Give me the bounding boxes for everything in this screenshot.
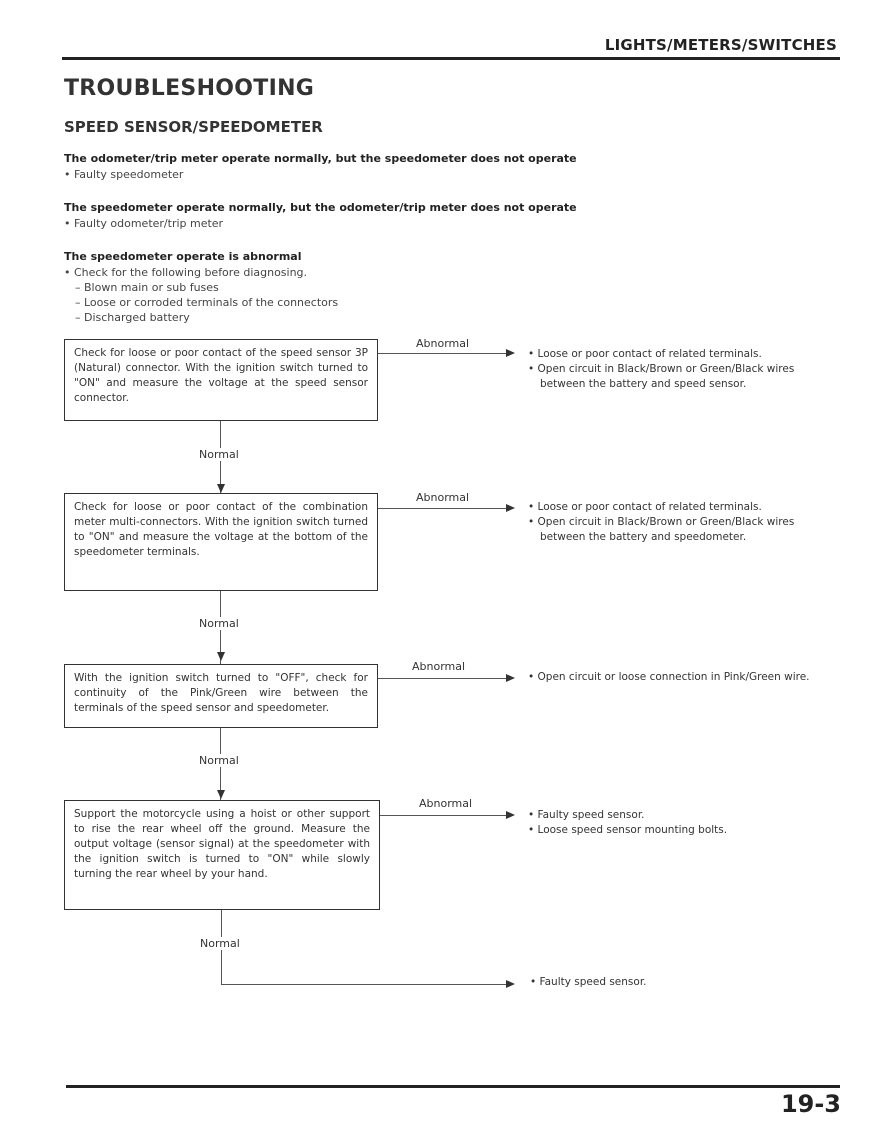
footer-rule — [66, 1085, 840, 1088]
symptom-item: • Faulty speedometer — [64, 168, 184, 181]
flow-step-4: Support the motorcycle using a hoist or other support to rise the rear wheel off the ground. Measure the output voltage (sensor signal) at the speedometer with the ignition switch is turned to "ON" while slowly turning the rear wheel by your hand. — [64, 800, 380, 910]
arrow-down-icon — [217, 652, 225, 661]
symptom-2 — [64, 201, 577, 232]
page-number: 19-3 — [780, 1090, 841, 1118]
header-rule — [62, 57, 840, 60]
abnormal-connector-3 — [378, 678, 508, 679]
arrow-right-icon — [506, 349, 515, 357]
result-item: • Open circuit in Black/Brown or Green/Black wires between the battery and speedometer. — [528, 516, 795, 543]
symptom-subitem: – Discharged battery — [75, 311, 190, 324]
flow-step-1: Check for loose or poor contact of the speed sensor 3P (Natural) connector. With the ignition switch turned to "ON" and measure the voltage at the speed sensor connector. — [64, 339, 378, 421]
result-item: • Faulty speed sensor. — [528, 809, 645, 821]
result-item: • Open circuit or loose connection in Pink/Green wire. — [528, 671, 810, 683]
flow-step-2: Check for loose or poor contact of the combination meter multi-connectors. With the ignition switch turned to "ON" and measure the voltage at the bottom of the speedometer terminals. — [64, 493, 378, 591]
result-3 — [528, 670, 828, 685]
normal-label-4: Normal — [200, 937, 240, 950]
arrow-down-icon — [217, 484, 225, 493]
arrow-right-icon — [506, 811, 515, 819]
abnormal-connector-1 — [378, 353, 508, 354]
result-2 — [528, 500, 828, 545]
normal-label-3: Normal — [199, 754, 239, 767]
arrow-right-icon — [506, 504, 515, 512]
symptom-subitem: – Blown main or sub fuses — [75, 281, 219, 294]
arrow-down-icon — [217, 790, 225, 799]
result-item: • Open circuit in Black/Brown or Green/Black wires between the battery and speed sensor. — [528, 363, 795, 390]
symptom-3 — [64, 250, 338, 326]
symptom-subitem: – Loose or corroded terminals of the connectors — [75, 296, 339, 309]
abnormal-connector-4 — [380, 815, 508, 816]
symptom-heading: The speedometer operate is abnormal — [64, 250, 302, 263]
result-4 — [528, 808, 828, 838]
normal-label-1: Normal — [199, 448, 239, 461]
symptom-item: • Check for the following before diagnosing. — [64, 266, 308, 279]
result-1 — [528, 347, 828, 392]
symptom-heading: The odometer/trip meter operate normally, but the speedometer does not operate — [64, 152, 577, 165]
normal-label-2: Normal — [199, 617, 239, 630]
arrow-right-icon — [506, 674, 515, 682]
symptom-item: • Faulty odometer/trip meter — [64, 217, 224, 230]
abnormal-label-2: Abnormal — [416, 491, 470, 504]
result-item: • Loose speed sensor mounting bolts. — [528, 824, 728, 836]
abnormal-label-3: Abnormal — [412, 660, 466, 673]
result-item: • Faulty speed sensor. — [530, 976, 647, 988]
symptom-heading: The speedometer operate normally, but the odometer/trip meter does not operate — [64, 201, 577, 214]
section-title: SPEED SENSOR/SPEEDOMETER — [64, 118, 323, 136]
header-section-title: LIGHTS/METERS/SWITCHES — [604, 36, 837, 54]
abnormal-connector-2 — [378, 508, 508, 509]
result-item: • Loose or poor contact of related terminals. — [528, 348, 762, 360]
symptom-1 — [64, 152, 577, 183]
result-item: • Loose or poor contact of related terminals. — [528, 501, 762, 513]
final-result — [530, 975, 830, 990]
arrow-right-icon — [506, 980, 515, 988]
final-connector — [221, 984, 509, 985]
abnormal-label-1: Abnormal — [416, 337, 470, 350]
abnormal-label-4: Abnormal — [419, 797, 473, 810]
flow-step-3: With the ignition switch turned to "OFF", check for continuity of the Pink/Green wire between the terminals of the speed sensor and speedometer. — [64, 664, 378, 728]
page-title: TROUBLESHOOTING — [64, 76, 315, 101]
